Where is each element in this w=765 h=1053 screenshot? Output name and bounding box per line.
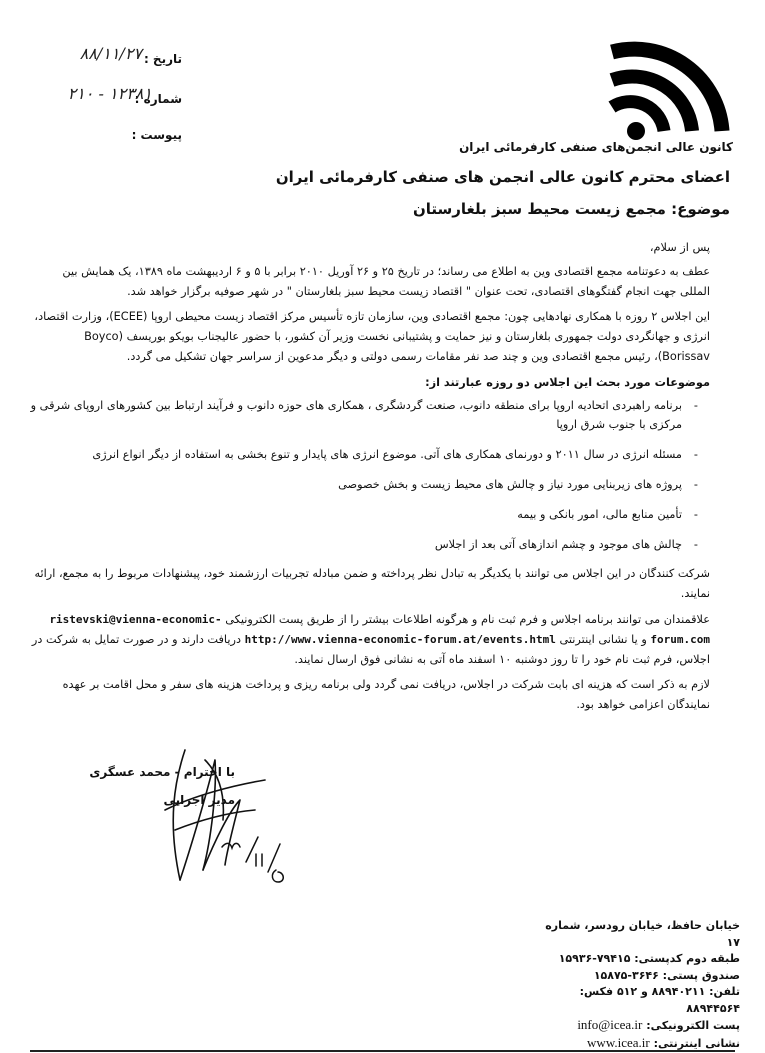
registration-text-b: و یا نشانی اینترنتی [559, 632, 647, 646]
greeting: پس از سلام، [649, 241, 710, 254]
organization-name: کانون عالی انجمن‌های صنفی کارفرمائی ایران [459, 140, 733, 154]
footer-email-label: پست الکترونیکی: [646, 1019, 740, 1032]
signer-title: مدیر اجرایی [163, 793, 235, 807]
footer-email[interactable]: info@icea.ir [577, 1017, 643, 1032]
bottom-divider [30, 1050, 735, 1052]
events-url-link[interactable]: http://www.vienna-economic-forum.at/events.html [244, 632, 556, 646]
subject-line: موضوع: مجمع زیست محیط سبز بلغارستان [412, 200, 730, 218]
paragraph-organizers: این اجلاس ۲ روزه با همکاری نهادهایی چون: مجمع اقتصادی وین، سازمان تازه تأسیس مرکز اقتصاد زیست محیطی اروپا (ECEE)، وزارت اقتصاد، انرژی و جهانگردی دولت جمهوری بلغارستان و نیز حمایت و پشتیبانی نخست وزیر آن کشور، با حضور عالیجناب بویکو بوریسف (Boyco Borissav)، رئیس مجمع اقتصادی وین و چند صد نفر مقامات رسمی دولتی و دیگر مدعوین از سراسر جهان تشکیل می گردد. [34, 310, 710, 363]
footer-web-label: نشانی اینترنتی: [653, 1036, 740, 1050]
attachment-label: پیوست : [131, 128, 182, 142]
footer-email-row [540, 1017, 740, 1035]
topic-item: - برنامه راهبردی اتحادیه اروپا برای منطقه دانوب، صنعت گردشگری ، همکاری های حوزه دانوب و فرآیند ارتباط بین کشورهای اروپای شرقی و مرکزی با جنوب شرق اروپا [30, 396, 696, 436]
recipient-line: اعضای محترم کانون عالی انجمن های صنفی کارفرمائی ایران [275, 168, 730, 186]
footer-website[interactable]: www.icea.ir [587, 1034, 650, 1050]
paragraph-participants: شرکت کنندگان در این اجلاس می توانند با یکدیگر به تبادل نظر پرداخته و ضمن مبادله تجربیات ارزشمند خود، پیشنهادات مربوط را به مجمع، ارائه نمایند. [34, 567, 710, 601]
organization-logo [600, 35, 740, 145]
number-value: ۱۲۳۸۱ - ۲۱۰ [67, 84, 152, 103]
registration-text-c: دریافت دارند و در صورت تمایل به شرکت در اجلاس، فرم ثبت نام خود را تا روز دوشنبه ۱۰ اسفند ماه آتی به نشانی فوق ارسال نمایند. [31, 632, 710, 666]
topics-heading: موضوعات مورد بحث این اجلاس دو روزه عبارتند از: [425, 375, 710, 389]
footer-address: خیابان حافظ، خیابان رودسر، شماره ۱۷ [545, 919, 740, 949]
number-label: شماره : [134, 92, 182, 106]
paragraph-costs: لازم به ذکر است که هزینه ای بابت شرکت در اجلاس، دریافت نمی گردد ولی برنامه ریزی و پرداخت هزینه های سفر و محل اقامت بر عهده نمایندگان اعزامی خواهد بود. [62, 678, 710, 712]
topic-item: - چالش های موجود و چشم اندازهای آتی بعد از اجلاس [30, 535, 696, 555]
paragraph-registration [30, 610, 710, 669]
footer-contact [540, 918, 740, 1052]
topic-item: - پروژه های زیربنایی مورد نیاز و چالش های محیط زیست و بخش خصوصی [30, 475, 696, 495]
contact-email-link[interactable]: ristevski@vienna-economic-forum.com [49, 612, 710, 646]
letter-body [30, 238, 710, 721]
topic-item: - مسئله انرژی در سال ۲۰۱۱ و دورنمای همکاری های آتی. موضوع انرژی های پایدار و تنوع بخشی به استفاده از دیگر انواع انرژی [30, 445, 696, 465]
topic-item: - تأمین منابع مالی، امور بانکی و بیمه [30, 505, 696, 525]
registration-text-a: علاقمندان می توانند برنامه اجلاس و فرم ثبت نام و هرگونه اطلاعات بیشتر را از طریق پست الکترونیکی [225, 612, 710, 626]
handwritten-date [220, 832, 290, 887]
footer-phone-fax: تلفن: ۸۸۹۴۰۲۱۱ و ۵۱۲ فکس: ۸۸۹۴۴۵۶۴ [579, 985, 740, 1015]
paragraph-intro: عطف به دعوتنامه مجمع اقتصادی وین به اطلاع می رساند؛ در تاریخ ۲۵ و ۲۶ آوریل ۲۰۱۰ برابر با ۵ و ۶ اردیبهشت ماه ۱۳۸۹، یک همایش بین المللی جهت انجام گفتگوهای اقتصادی، تحت عنوان " اقتصاد زیست محیط سبز بلغارستان " در شهر صوفیه برگزار خواهد شد. [62, 264, 710, 298]
footer-po-box: صندوق پستی: ۳۶۴۶-۱۵۸۷۵ [593, 968, 740, 982]
signature-closing: با احترام - محمد عسگری [89, 765, 235, 779]
date-value: ۸۸/۱۱/۲۷ [79, 44, 142, 63]
footer-postal-code: طبقه دوم کدپستی: ۷۹۴۱۵-۱۵۹۳۶ [558, 952, 740, 965]
date-label: تاریخ : [143, 52, 182, 66]
topics-list [30, 396, 710, 555]
